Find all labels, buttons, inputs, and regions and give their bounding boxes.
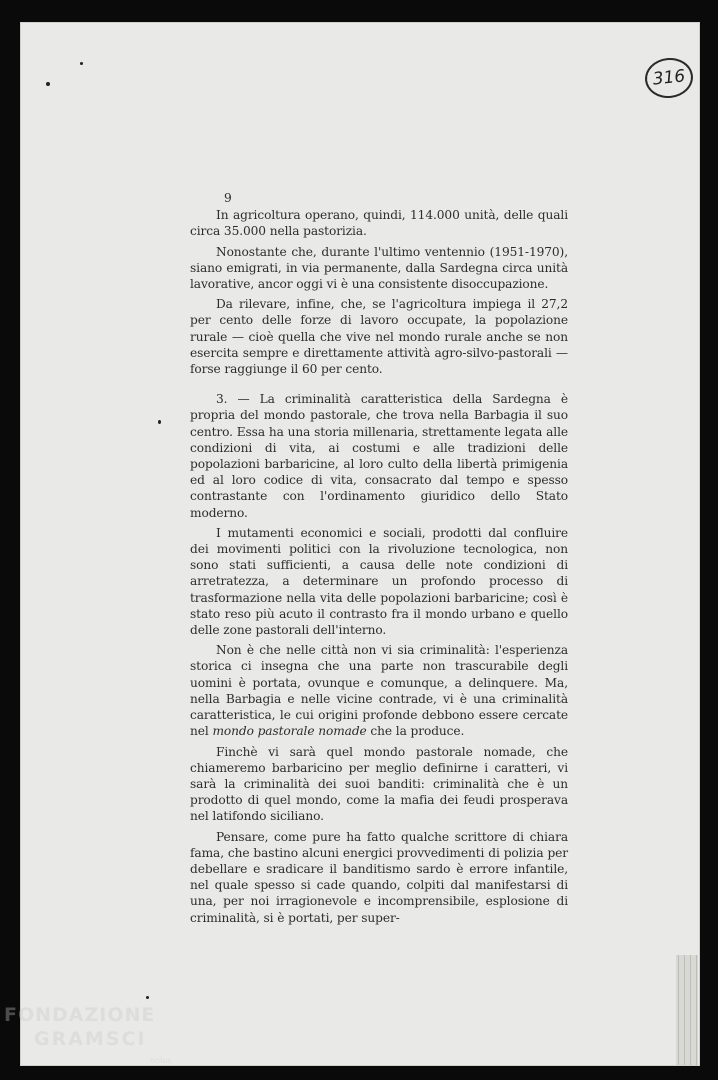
scan-edge-strip — [676, 955, 698, 1065]
paragraph-text: Non è che nelle città non vi sia criminalità: l'esperienza storica ci insegna che una parte non trascurabile degli uomini è portata, ovunque e comunque, a delinquere. Ma, nella Barbagia e nelle vicine contrade, vi è una criminalità caratteristica, le cui origini profonde debbono essere cercate nel — [190, 643, 568, 739]
paragraph-section-3: 3. — La criminalità caratteristica della Sardegna è propria del mondo pastorale, che trova nella Barbagia il suo centro. Essa ha una storia millenaria, strettamente legata alle condizioni di vita, ai costumi e alle tradizioni delle popolazioni barbaricine, al loro culto della libertà primigenia ed al loro codice di vita, consacrato dal tempo e spesso contrastante con l'ordinamento giuridico dello Stato moderno. — [190, 392, 568, 520]
document-page — [20, 22, 700, 1066]
watermark-line-2: GRAMSCI — [34, 1028, 147, 1050]
emphasized-text: mondo pastorale nomade — [212, 724, 367, 739]
paragraph: Da rilevare, infine, che, se l'agricoltura impiega il 27,2 per cento delle forze di lavoro occupate, la popolazione rurale — cioè quella che vive nel mondo rurale anche se non esercita sempre e direttamente attività agro-silvo-pastorali — forse raggiunge il 60 per cento. — [190, 297, 568, 377]
watermark-logo — [4, 1003, 172, 1065]
page-stamp: 316 — [643, 56, 695, 101]
paragraph: Pensare, come pure ha fatto qualche scrittore di chiara fama, che bastino alcuni energici provvedimenti di polizia per debellare e sradicare il banditismo sardo è errore infantile, nel quale spesso si cade quando, colpiti dal manifestarsi di una, per noi irragionevole e incomprensibile, esplosione di criminalità, si è portati, per super- — [190, 829, 568, 925]
scan-speck — [158, 420, 161, 424]
paragraph — [190, 642, 568, 739]
paragraph-text: che la produce. — [366, 724, 465, 739]
paragraph: Nonostante che, durante l'ultimo ventennio (1951-1970), siano emigrati, in via permanente, dalla Sardegna circa unità lavorative, ancor oggi vi è una consistente disoccupazione. — [190, 244, 568, 292]
scan-speck — [80, 62, 83, 65]
paragraph: Finchè vi sarà quel mondo pastorale nomade, che chiameremo barbaricino per meglio definirne i caratteri, vi sarà la criminalità dei suoi banditi: criminalità che è un prodotto di quel mondo, come la mafia dei feudi prosperava nel latifondo siciliano. — [190, 744, 568, 824]
page-number: 9 — [224, 191, 232, 205]
scan-speck — [146, 996, 149, 999]
document-body — [190, 190, 568, 930]
watermark-line-3: onlus — [150, 1056, 172, 1065]
scan-speck — [46, 82, 50, 86]
paragraph: In agricoltura operano, quindi, 114.000 unità, delle quali circa 35.000 nella pastorizia. — [190, 208, 568, 239]
watermark-line-1: FONDAZIONE — [4, 1004, 156, 1026]
paragraph: I mutamenti economici e sociali, prodotti dal confluire dei movimenti politici con la rivoluzione tecnologica, non sono stati sufficienti, a causa delle note condizioni di arretratezza, a determinare un profondo processo di trasformazione nella vita delle popolazioni barbaricine; così è stato reso più acuto il contrasto fra il mondo urbano e quello delle zone pastorali dell'interno. — [190, 525, 568, 638]
